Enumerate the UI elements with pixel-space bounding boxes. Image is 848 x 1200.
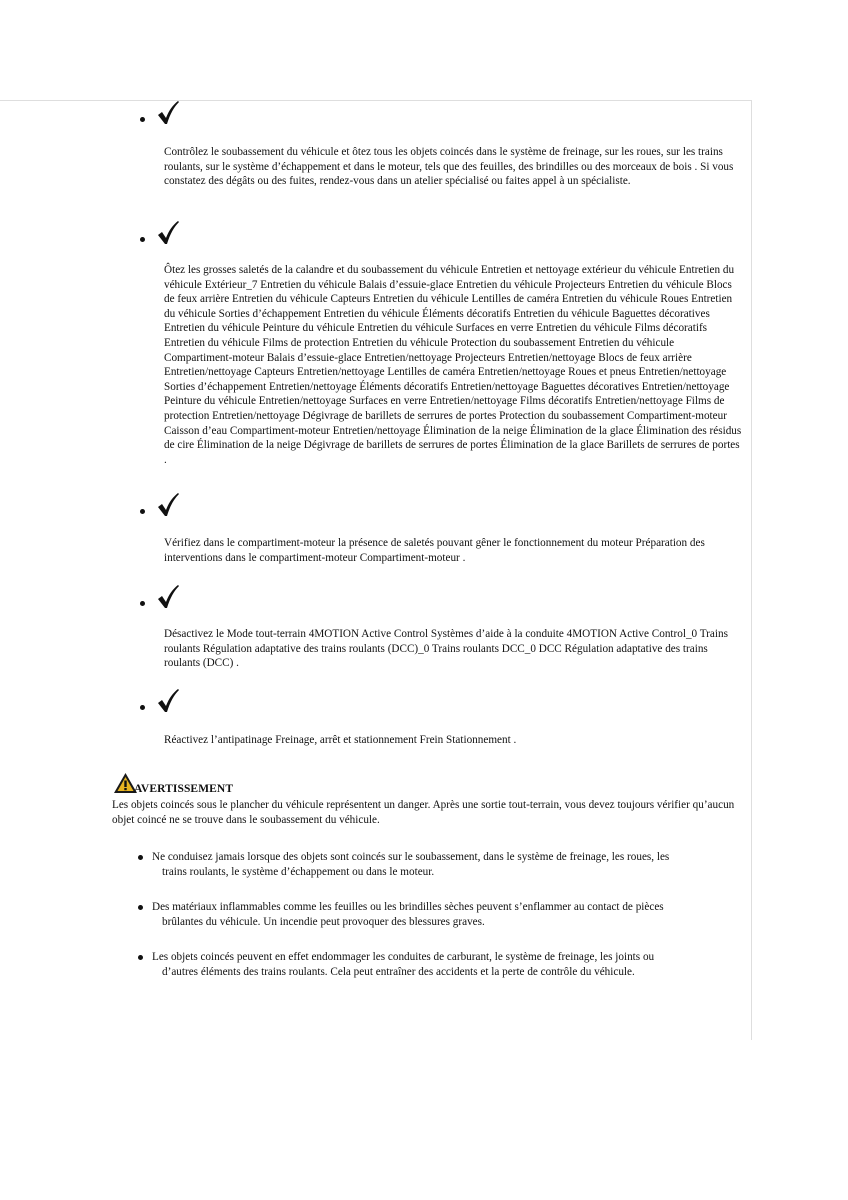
bullet-dot: [140, 117, 145, 122]
warning-item-text-line2: brûlantes du véhicule. Un incendie peut provoquer des blessures graves.: [162, 915, 485, 928]
page-frame-top-border: [0, 100, 752, 101]
warning-item-text-line2: d’autres éléments des trains roulants. Cela peut entraîner des accidents et la perte de contrôle du véhicule.: [162, 965, 635, 978]
checkmark-icon: [155, 492, 181, 518]
warning-list-item: [138, 850, 738, 879]
warning-item-text-line1: Ne conduisez jamais lorsque des objets sont coincés sur le soubassement, dans le système de freinage, les roues, les: [152, 851, 670, 863]
bullet-dot: [138, 905, 143, 910]
bullet-dot: [140, 509, 145, 514]
bullet-dot: [138, 855, 143, 860]
warning-intro: Les objets coincés sous le plancher du véhicule représentent un danger. Après une sortie tout-terrain, vous devez toujours vérifier qu’aucun objet coincé ne se trouve dans le soubassement du véhicule.: [112, 799, 735, 826]
warning-item-text-line1: Des matériaux inflammables comme les feuilles ou les brindilles sèches peuvent s’enflammer au contact de pièces: [152, 901, 664, 913]
step-text: Désactivez le Mode tout-terrain 4MOTION Active Control Systèmes d’aide à la conduite 4MOTION Active Control_0 Trains roulants Régulation adaptative des trains roulants (DCC)_0 Trains roulants DCC_0 DCC Régulation adaptative des trains roulants (DCC) .: [164, 628, 728, 670]
warning-item-text-line2: trains roulants, le système d’échappement ou dans le moteur.: [162, 865, 435, 878]
step-text: Réactivez l’antipatinage Freinage, arrêt et stationnement Frein Stationnement .: [164, 734, 517, 746]
warning-list-item: [138, 900, 738, 929]
page-frame-right-border: [751, 100, 752, 1040]
bullet-dot: [140, 237, 145, 242]
warning-list-item: [138, 950, 738, 979]
checkmark-icon: [155, 584, 181, 610]
warning-item-text-line1: Les objets coincés peuvent en effet endommager les conduites de carburant, le système de freinage, les joints ou: [152, 951, 655, 963]
bullet-dot: [138, 955, 143, 960]
checkmark-icon: [155, 100, 181, 126]
step-text: Ôtez les grosses saletés de la calandre et du soubassement du véhicule Entretien et nettoyage extérieur du véhicule Entretien du véhicule Extérieur_7 Entretien du véhicule Balais d’essuie-glace Entretien du véhicule Projecteurs Entretien du véhicule Blocs de feux arrière Entretien du véhicule Capteurs Entretien du véhicule Lentilles de caméra Entretien du véhicule Roues Entretien du véhicule Sorties d’échappement Entretien du véhicule Éléments décoratifs Entretien du véhicule Baguettes décoratives Entretien du véhicule Peinture du véhicule Entretien du véhicule Surfaces en verre Entretien du véhicule Films décoratifs Entretien du véhicule Films de protection Entretien du véhicule Protection du soubassement Entretien du véhicule Compartiment-moteur Balais d’essuie-glace Entretien/nettoyage Projecteurs Entretien/nettoyage Blocs de feux arrière Entretien/nettoyage Capteurs Entretien/nettoyage Lentilles de caméra Entretien/nettoyage Roues et pneus Entretien/nettoyage Sorties d’échappement Entretien/nettoyage Éléments décoratifs Entretien/nettoyage Baguettes décoratives Entretien/nettoyage Peinture du véhicule Entretien/nettoyage Surfaces en verre Entretien/nettoyage Films décoratifs Entretien/nettoyage Films de protection Entretien/nettoyage Dégivrage de barillets de serrures de portes Protection du soubassement Compartiment-moteur Caisson d’eau Compartiment-moteur Entretien/nettoyage Élimination de la neige Élimination de la glace Élimination des résidus de cire Élimination de la neige Dégivrage de barillets de serrures de portes Élimination de la glace Barillets de serrures de portes .: [164, 264, 742, 466]
step-text: Vérifiez dans le compartiment-moteur la présence de saletés pouvant gêner le fonctionnement du moteur Préparation des interventions dans le compartiment-moteur Compartiment-moteur .: [164, 537, 705, 564]
bullet-dot: [140, 601, 145, 606]
bullet-dot: [140, 705, 145, 710]
step-text: Contrôlez le soubassement du véhicule et ôtez tous les objets coincés dans le système de freinage, sur les roues, sur les trains roulants, sur le système d’échappement et dans le moteur, tels que des feuilles, des brindilles ou des morceaux de bois . Si vous constatez des dégâts ou des fuites, rendez-vous dans un atelier spécialisé ou faites appel à un spécialiste.: [164, 146, 734, 188]
warning-title: AVERTISSEMENT: [134, 783, 234, 795]
checkmark-icon: [155, 220, 181, 246]
checkmark-icon: [155, 688, 181, 714]
